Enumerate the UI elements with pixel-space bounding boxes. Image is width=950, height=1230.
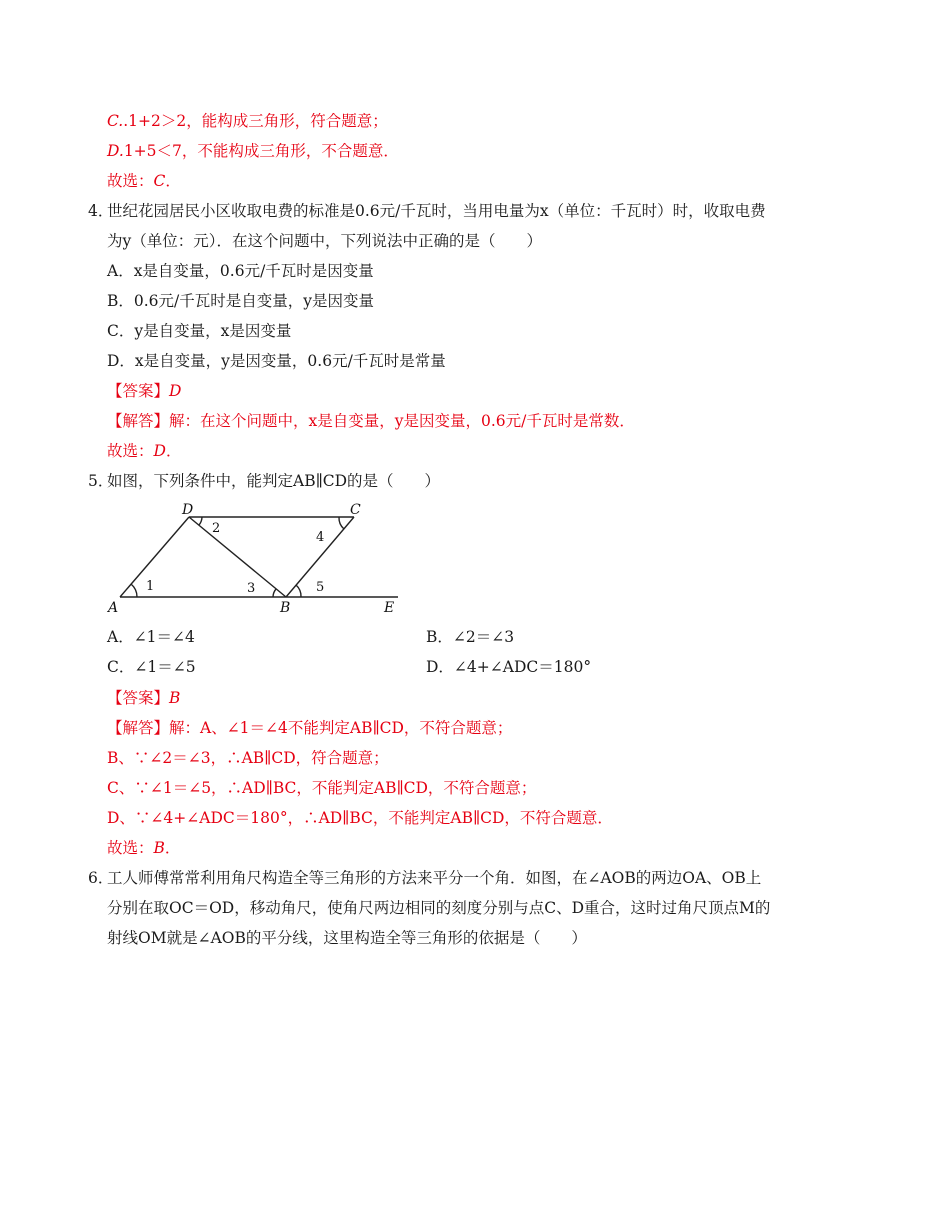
q4-option-d: D．x是自变量，y是因变量，0.6元/千瓦时是常量: [107, 352, 446, 370]
angle-2-label: 2: [212, 521, 221, 536]
prev-option-d-text: 1+5＜7，不能构成三角形，不合题意．: [123, 142, 399, 160]
q6-number: 6．: [88, 869, 114, 887]
line-db: [189, 517, 286, 597]
q4-solution: 【解答】解：在这个问题中，x是自变量，y是因变量，0.6元/千瓦时是常数．: [107, 412, 635, 430]
angle-arc-5: [296, 585, 301, 597]
q4-answer-value: D: [169, 382, 182, 400]
q4-answer: 【答案】D: [107, 382, 182, 400]
q6-stem-line-3: 射线OM就是∠AOB的平分线，这里构造全等三角形的依据是（ ）: [107, 929, 587, 947]
q4-choice: 故选：D．: [107, 442, 182, 460]
q4-option-c: C．y是自变量，x是因变量: [107, 322, 292, 340]
q5-option-d: D．∠4+∠ADC＝180°: [426, 658, 592, 676]
angle-4-label: 4: [316, 530, 325, 545]
q5-number: 5．: [88, 472, 114, 490]
q5-choice: 故选：B．: [107, 839, 181, 857]
prev-option-c: [107, 111, 388, 131]
q5-option-a: A．∠1＝∠4: [107, 628, 195, 646]
q5-stem: 如图，下列条件中，能判定AB∥CD的是（ ）: [107, 472, 441, 490]
q4-option-a: A．x是自变量，0.6元/千瓦时是因变量: [107, 262, 374, 280]
q5-parallel-lines-figure: [100, 496, 410, 618]
prev-option-d-label: D.: [107, 142, 124, 160]
point-a-label: A: [108, 600, 119, 616]
angle-arc-1: [131, 584, 137, 597]
q5-option-b: B．∠2＝∠3: [426, 628, 515, 646]
point-b-label: B: [280, 600, 291, 616]
prev-choice: 故选：C．: [107, 172, 181, 190]
line-ad: [120, 517, 189, 597]
angle-1-label: 1: [146, 579, 155, 594]
prev-option-c-text: .1+2＞2，能构成三角形，符合题意；: [123, 112, 388, 130]
q6-stem-line-1: 工人师傅常常利用角尺构造全等三角形的方法来平分一个角．如图，在∠AOB的两边OA、OB上: [107, 869, 762, 887]
q4-number: 4．: [88, 202, 114, 220]
point-c-label: C: [350, 502, 361, 518]
q5-solution-line-1: 【解答】解：A、∠1＝∠4不能判定AB∥CD，不符合题意；: [107, 719, 513, 737]
angle-arc-3: [273, 589, 276, 597]
q5-answer: 【答案】B: [107, 689, 181, 707]
angle-arc-4: [339, 517, 344, 529]
q5-solution-line-4: D、∵∠4+∠ADC＝180°，∴AD∥BC，不能判定AB∥CD，不符合题意．: [107, 809, 613, 827]
q4-choice-value: D: [153, 442, 166, 460]
q5-choice-value: B: [153, 839, 165, 857]
q4-stem-line-1: 世纪花园居民小区收取电费的标准是0.6元/千瓦时，当用电量为x（单位：千瓦时）时，收取电费: [107, 202, 766, 220]
q5-option-c: C．∠1＝∠5: [107, 658, 196, 676]
point-e-label: E: [384, 600, 395, 616]
prev-option-d: [107, 141, 399, 161]
point-d-label: D: [182, 502, 194, 518]
q4-stem-line-2: 为y（单位：元）．在这个问题中，下列说法中正确的是（ ）: [107, 232, 543, 250]
angle-5-label: 5: [316, 580, 325, 595]
prev-option-c-label: C.: [107, 112, 124, 130]
q5-solution-line-2: B、∵∠2＝∠3，∴AB∥CD，符合题意；: [107, 749, 389, 767]
angle-3-label: 3: [247, 581, 256, 596]
angle-arc-2: [199, 517, 202, 525]
q5-answer-value: B: [169, 689, 181, 707]
q4-option-b: B．0.6元/千瓦时是自变量，y是因变量: [107, 292, 375, 310]
prev-choice-value: C: [153, 172, 166, 190]
q5-solution-line-3: C、∵∠1＝∠5，∴AD∥BC，不能判定AB∥CD，不符合题意；: [107, 779, 537, 797]
q6-stem-line-2: 分别在取OC＝OD，移动角尺，使角尺两边相同的刻度分别与点C、D重合，这时过角尺顶点M的: [107, 899, 771, 917]
